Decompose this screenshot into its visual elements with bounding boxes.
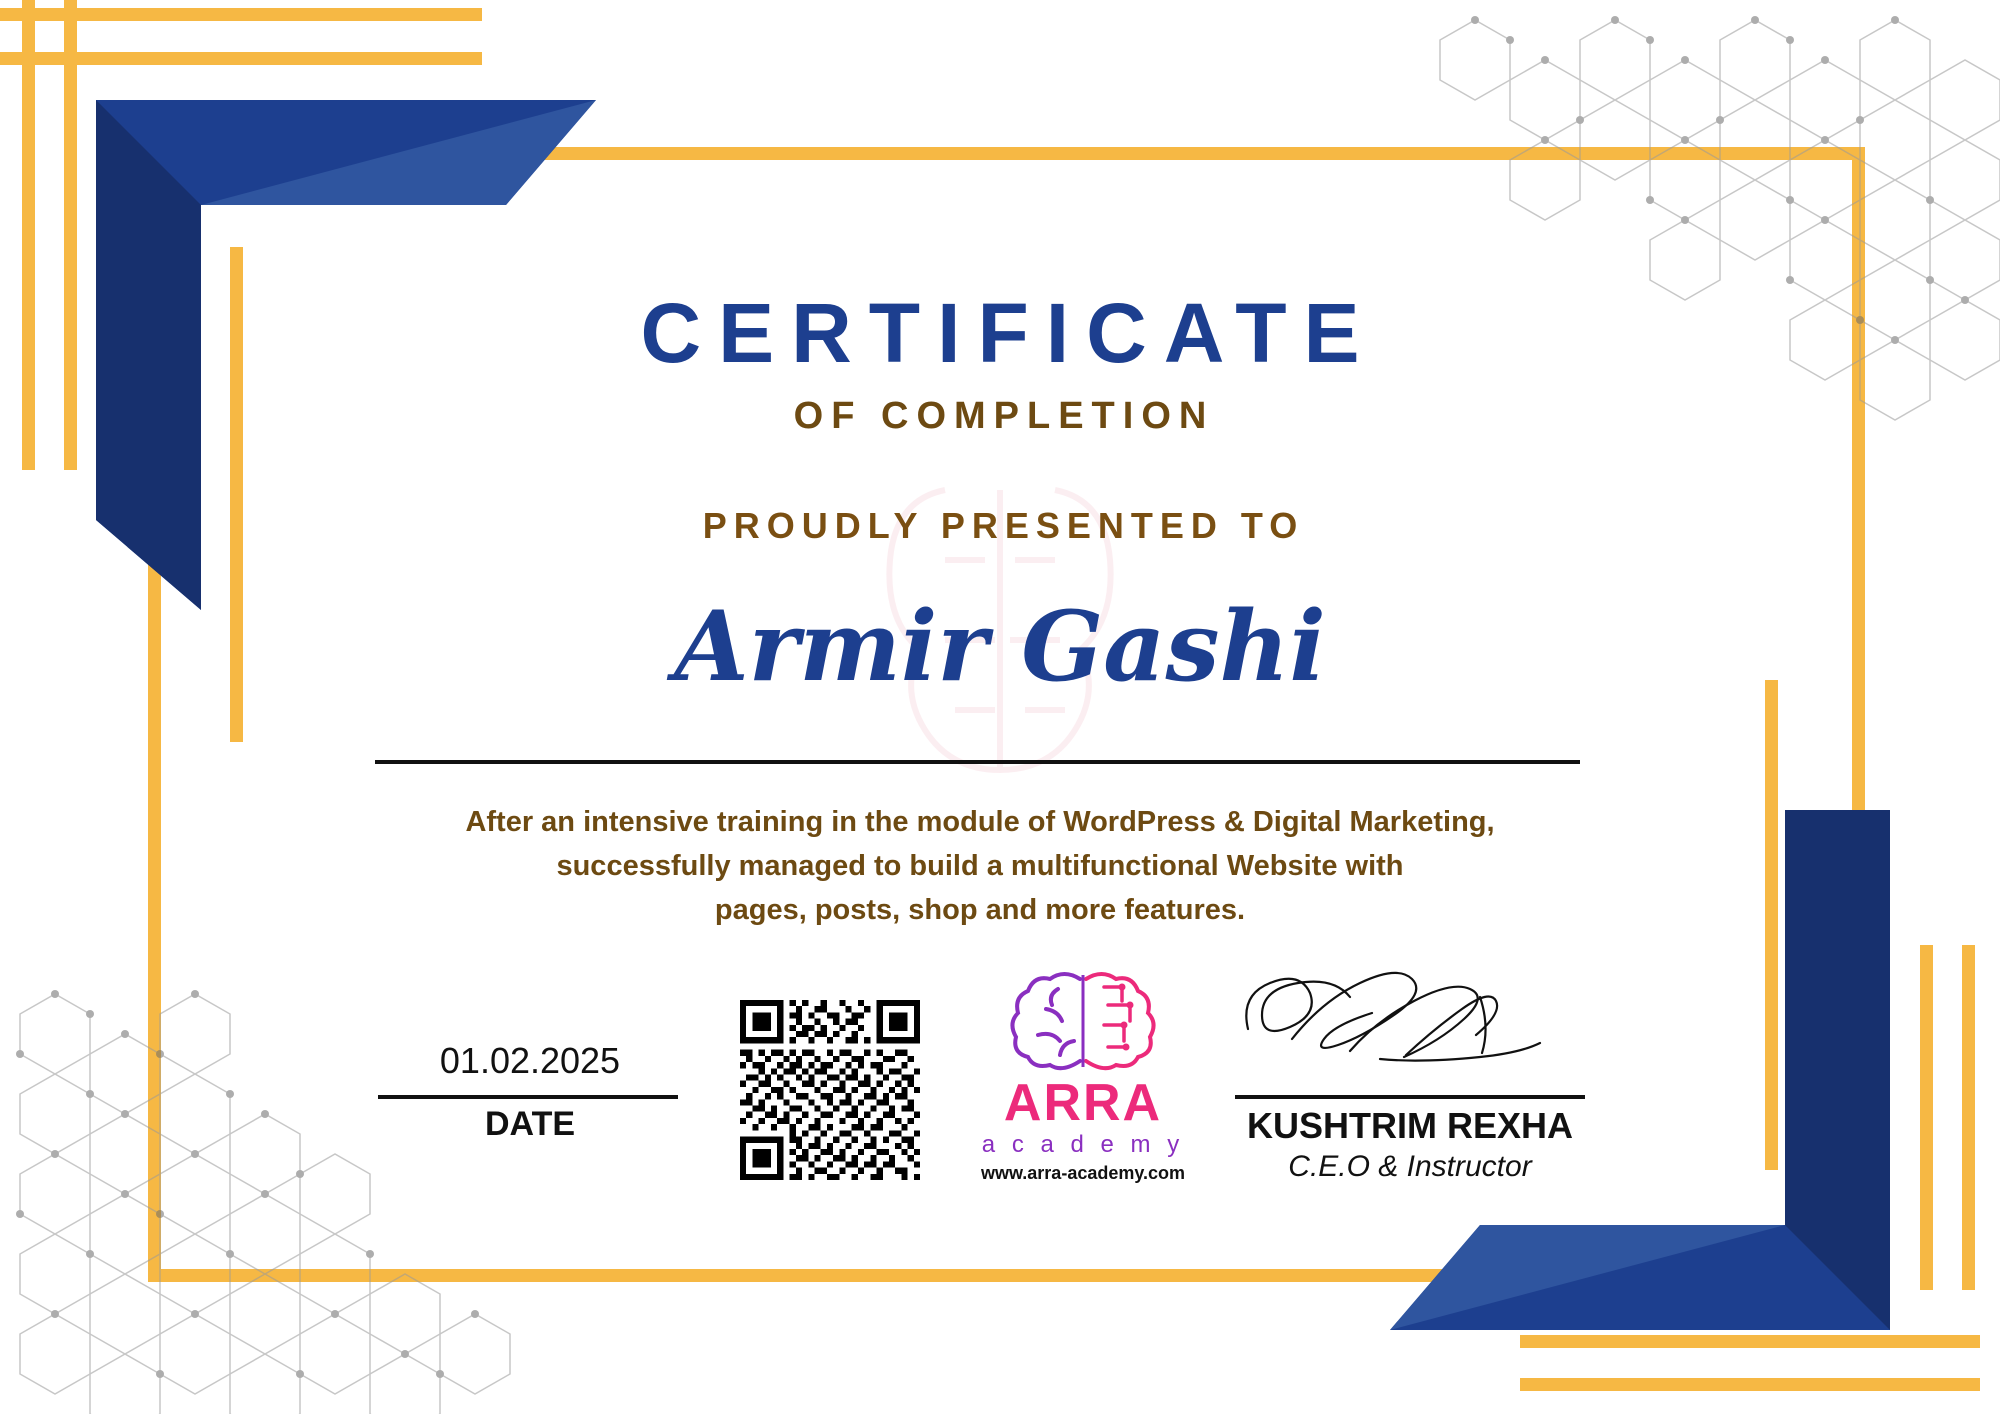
decor-bar-bottom-right-2 xyxy=(1520,1378,1980,1391)
decor-bar-bottom-right-1 xyxy=(1520,1335,1980,1348)
arra-academy-logo xyxy=(963,965,1203,1184)
certificate-body xyxy=(400,800,1560,932)
decor-bar-right-3 xyxy=(1962,945,1975,1290)
qr-code-icon xyxy=(740,1000,920,1180)
presented-to-label: PROUDLY PRESENTED TO xyxy=(702,505,1305,546)
hexagon-pattern-top-right-icon xyxy=(1380,0,2000,460)
decor-bar-right-2 xyxy=(1920,945,1933,1290)
logo-sub-name: a c a d e m y xyxy=(981,1131,1185,1158)
logo-url: www.arra-academy.com xyxy=(980,1163,1186,1183)
signature-rule xyxy=(1235,1095,1585,1099)
hexagon-pattern-bottom-left-icon xyxy=(0,954,640,1414)
brain-icon xyxy=(1008,965,1158,1075)
page-title: CERTIFICATE xyxy=(640,286,1377,380)
date-label: DATE xyxy=(484,1105,576,1143)
signer-role: C.E.O & Instructor xyxy=(1288,1150,1532,1183)
body-line1-bold: WordPress & Digital Marketing xyxy=(1063,806,1487,838)
body-line2: successfully managed to build a multifunctional Website with xyxy=(556,850,1404,883)
body-line1-pre: After an intensive training in the module of xyxy=(465,806,1064,838)
date-value: 01.02.2025 xyxy=(439,1040,621,1081)
signer-name: KUSHTRIM REXHA xyxy=(1246,1105,1573,1146)
date-rule xyxy=(378,1095,678,1099)
recipient-name-rule xyxy=(375,760,1580,764)
body-line1-post: , xyxy=(1486,806,1495,838)
certificate-subtitle: OF COMPLETION xyxy=(793,395,1215,437)
recipient-name: Armir Gashi xyxy=(674,590,1326,703)
logo-brand-name: ARRA xyxy=(1003,1074,1163,1132)
body-line3: pages, posts, shop and more features. xyxy=(714,894,1246,927)
signature-icon xyxy=(1230,955,1590,1085)
